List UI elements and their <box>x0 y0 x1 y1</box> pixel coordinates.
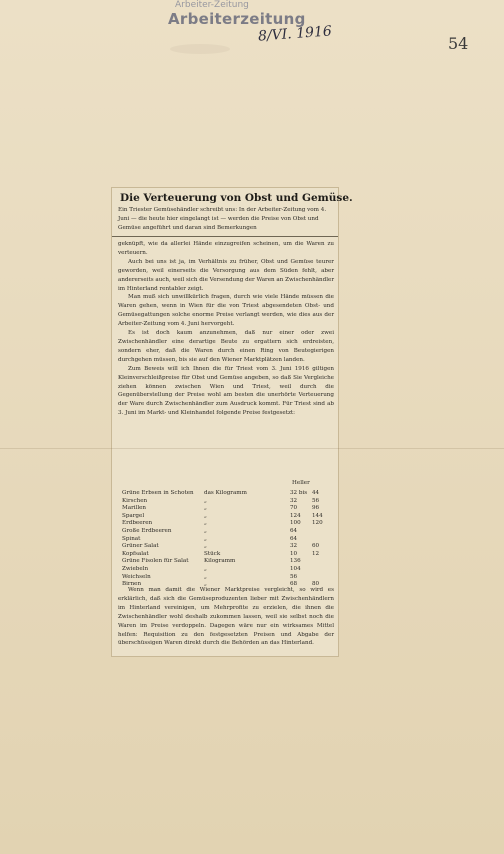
price-low: 124 <box>290 512 301 519</box>
price-high: 60 <box>312 543 320 550</box>
article-body <box>118 240 334 418</box>
price-table-header <box>262 480 332 488</box>
product-name: Zwiebeln <box>122 566 149 572</box>
product-name: Kopfsalat <box>122 550 149 557</box>
unit-label: „ <box>204 535 207 542</box>
unit-label: „ <box>204 512 207 519</box>
price-low: 64 <box>290 528 298 534</box>
article-lead: Ein Triester Gemüsehändler schreibt uns: In der Arbeiter-Zeitung vom 4. Juni — die heute hier eingelangt ist — werden die Preise von Obst und Gemüse angeführt und daran sind Bemerkungen <box>118 207 327 231</box>
unit-label: „ <box>204 581 207 588</box>
product-name: Erdbeeren <box>122 520 153 527</box>
price-low: 104 <box>290 566 301 572</box>
article-closing <box>118 586 334 648</box>
price-high: 120 <box>312 520 323 527</box>
price-low: 32 <box>290 543 298 550</box>
stamp-top-text: Arbeiter-Zeitung <box>175 0 249 10</box>
price-low: 56 <box>290 573 298 580</box>
price-low: 32 <box>290 497 298 504</box>
unit-label: „ <box>204 497 207 504</box>
newspaper-stamp: Arbeiterzeitung <box>168 10 306 28</box>
product-name: Marillen <box>122 505 147 512</box>
price-low: 64 <box>290 535 298 542</box>
price-low: 70 <box>290 505 298 512</box>
unit-label: „ <box>204 566 207 572</box>
product-name: Große Erdbeeren <box>122 528 172 534</box>
body-paragraph: Auch bei uns ist ja, im Verhältnis zu früher, Obst und Gemüse teurer geworden, weil einerseits die Versorgung aus dem Süden fehlt, aber andererseits auch, weil sich die Versendung der Waren an Zwischenhändler im Hinterland rentabler zeigt. <box>118 258 335 292</box>
currency-label: Heller <box>292 480 310 486</box>
price-low: 32 bis <box>290 490 308 496</box>
product-name: Grüne Fisolen für Salat <box>122 558 189 565</box>
body-paragraph: geknüpft, wie da allerlei Hände einzugreifen scheinen, um die Waren zu verteuern. <box>118 241 334 256</box>
price-high: 12 <box>312 550 320 557</box>
price-low: 68 <box>290 581 298 588</box>
price-high: 80 <box>312 581 320 588</box>
product-name: Birnen <box>122 581 142 588</box>
unit-label: „ <box>204 528 207 534</box>
paper-crease <box>0 448 504 449</box>
unit-label: „ <box>204 520 207 527</box>
body-paragraph: Zum Beweis will ich Ihnen die für Triest vom 3. Juni 1916 giltigen Kleinverschleißpreise für Obst und Gemüse angeben, so daß Sie Vergleiche ziehen können zwischen Wien und Triest, weil durch die Gegenüberstellung der Preise wohl am besten die unerhörte Verteuerung der Ware durch Zwischenhändler zum Ausdruck kommt. Für Triest sind ab 3. Juni im Markt- und Kleinhandel folgende Preise festgesetzt: <box>118 365 334 417</box>
price-high: 56 <box>312 497 320 504</box>
product-name: Spinat <box>122 535 141 542</box>
product-name: Grüne Erbsen in Schoten <box>122 490 194 496</box>
unit-label: das Kilogramm <box>204 490 247 496</box>
price-high: 44 <box>312 490 320 496</box>
product-name: Spargel <box>122 512 145 519</box>
closing-paragraph: Wenn man damit die Wiener Marktpreise vergleicht, so wird es erklärlich, daß sich die Gemüseproduzenten lieber mit Zwischenhändlern im Hinterland vereinigen, um Mehrprofite zu erzielen, die ihnen die Zwischenhändler wohl deshalb zukommen lassen, weil sie selbst noch die Waren im Preise verdoppeln. Dagegen wäre nur ein wirksames Mittel helfen: Requisition zu den festgesetzten Preisen und Abgabe der überschüssigen Waren direkt durch die Behörden an das Hinterland. <box>118 587 334 647</box>
newspaper-clipping <box>112 188 353 656</box>
product-name: Weichseln <box>122 573 151 580</box>
product-name: Kirschen <box>122 497 148 504</box>
clipping-header <box>112 188 353 237</box>
product-name: Grüner Salat <box>122 543 159 550</box>
body-paragraph: Es ist doch kaum anzunehmen, daß nur einer oder zwei Zwischenhändler eine derartige Beute zu ergattern sich erdreisten, sondern eher, daß die Waren durch einen Ring von Beutegierigen durchgehen müssen, bis sie auf den Wiener Marktplätzen landen. <box>118 330 334 363</box>
paper-smudge <box>170 44 230 54</box>
unit-label: Kilogramm <box>204 558 236 565</box>
page-number: 54 <box>448 34 469 53</box>
price-high: 144 <box>312 512 323 519</box>
unit-label: „ <box>204 505 207 512</box>
body-paragraph: Man muß sich unwillkürlich fragen, durch wie viele Hände müssen die Waren gehen, wenn in Wien für die von Triest abgesendeten Obst- und Gemüsegattungen solche enorme Preise verlangt werden, wie dies aus der Arbeiter-Zeitung vom 4. Juni hervorgeht. <box>118 294 334 328</box>
price-low: 10 <box>290 550 298 557</box>
price-high: 96 <box>312 505 320 512</box>
unit-label: Stück <box>204 550 221 557</box>
unit-label: „ <box>204 543 207 550</box>
unit-label: „ <box>204 573 207 580</box>
handwritten-date: 8/VI. 1916 <box>257 23 333 45</box>
price-low: 100 <box>290 520 301 527</box>
price-low: 136 <box>290 558 301 565</box>
article-title: Die Verteuerung von Obst und Gemüse. <box>120 192 353 204</box>
